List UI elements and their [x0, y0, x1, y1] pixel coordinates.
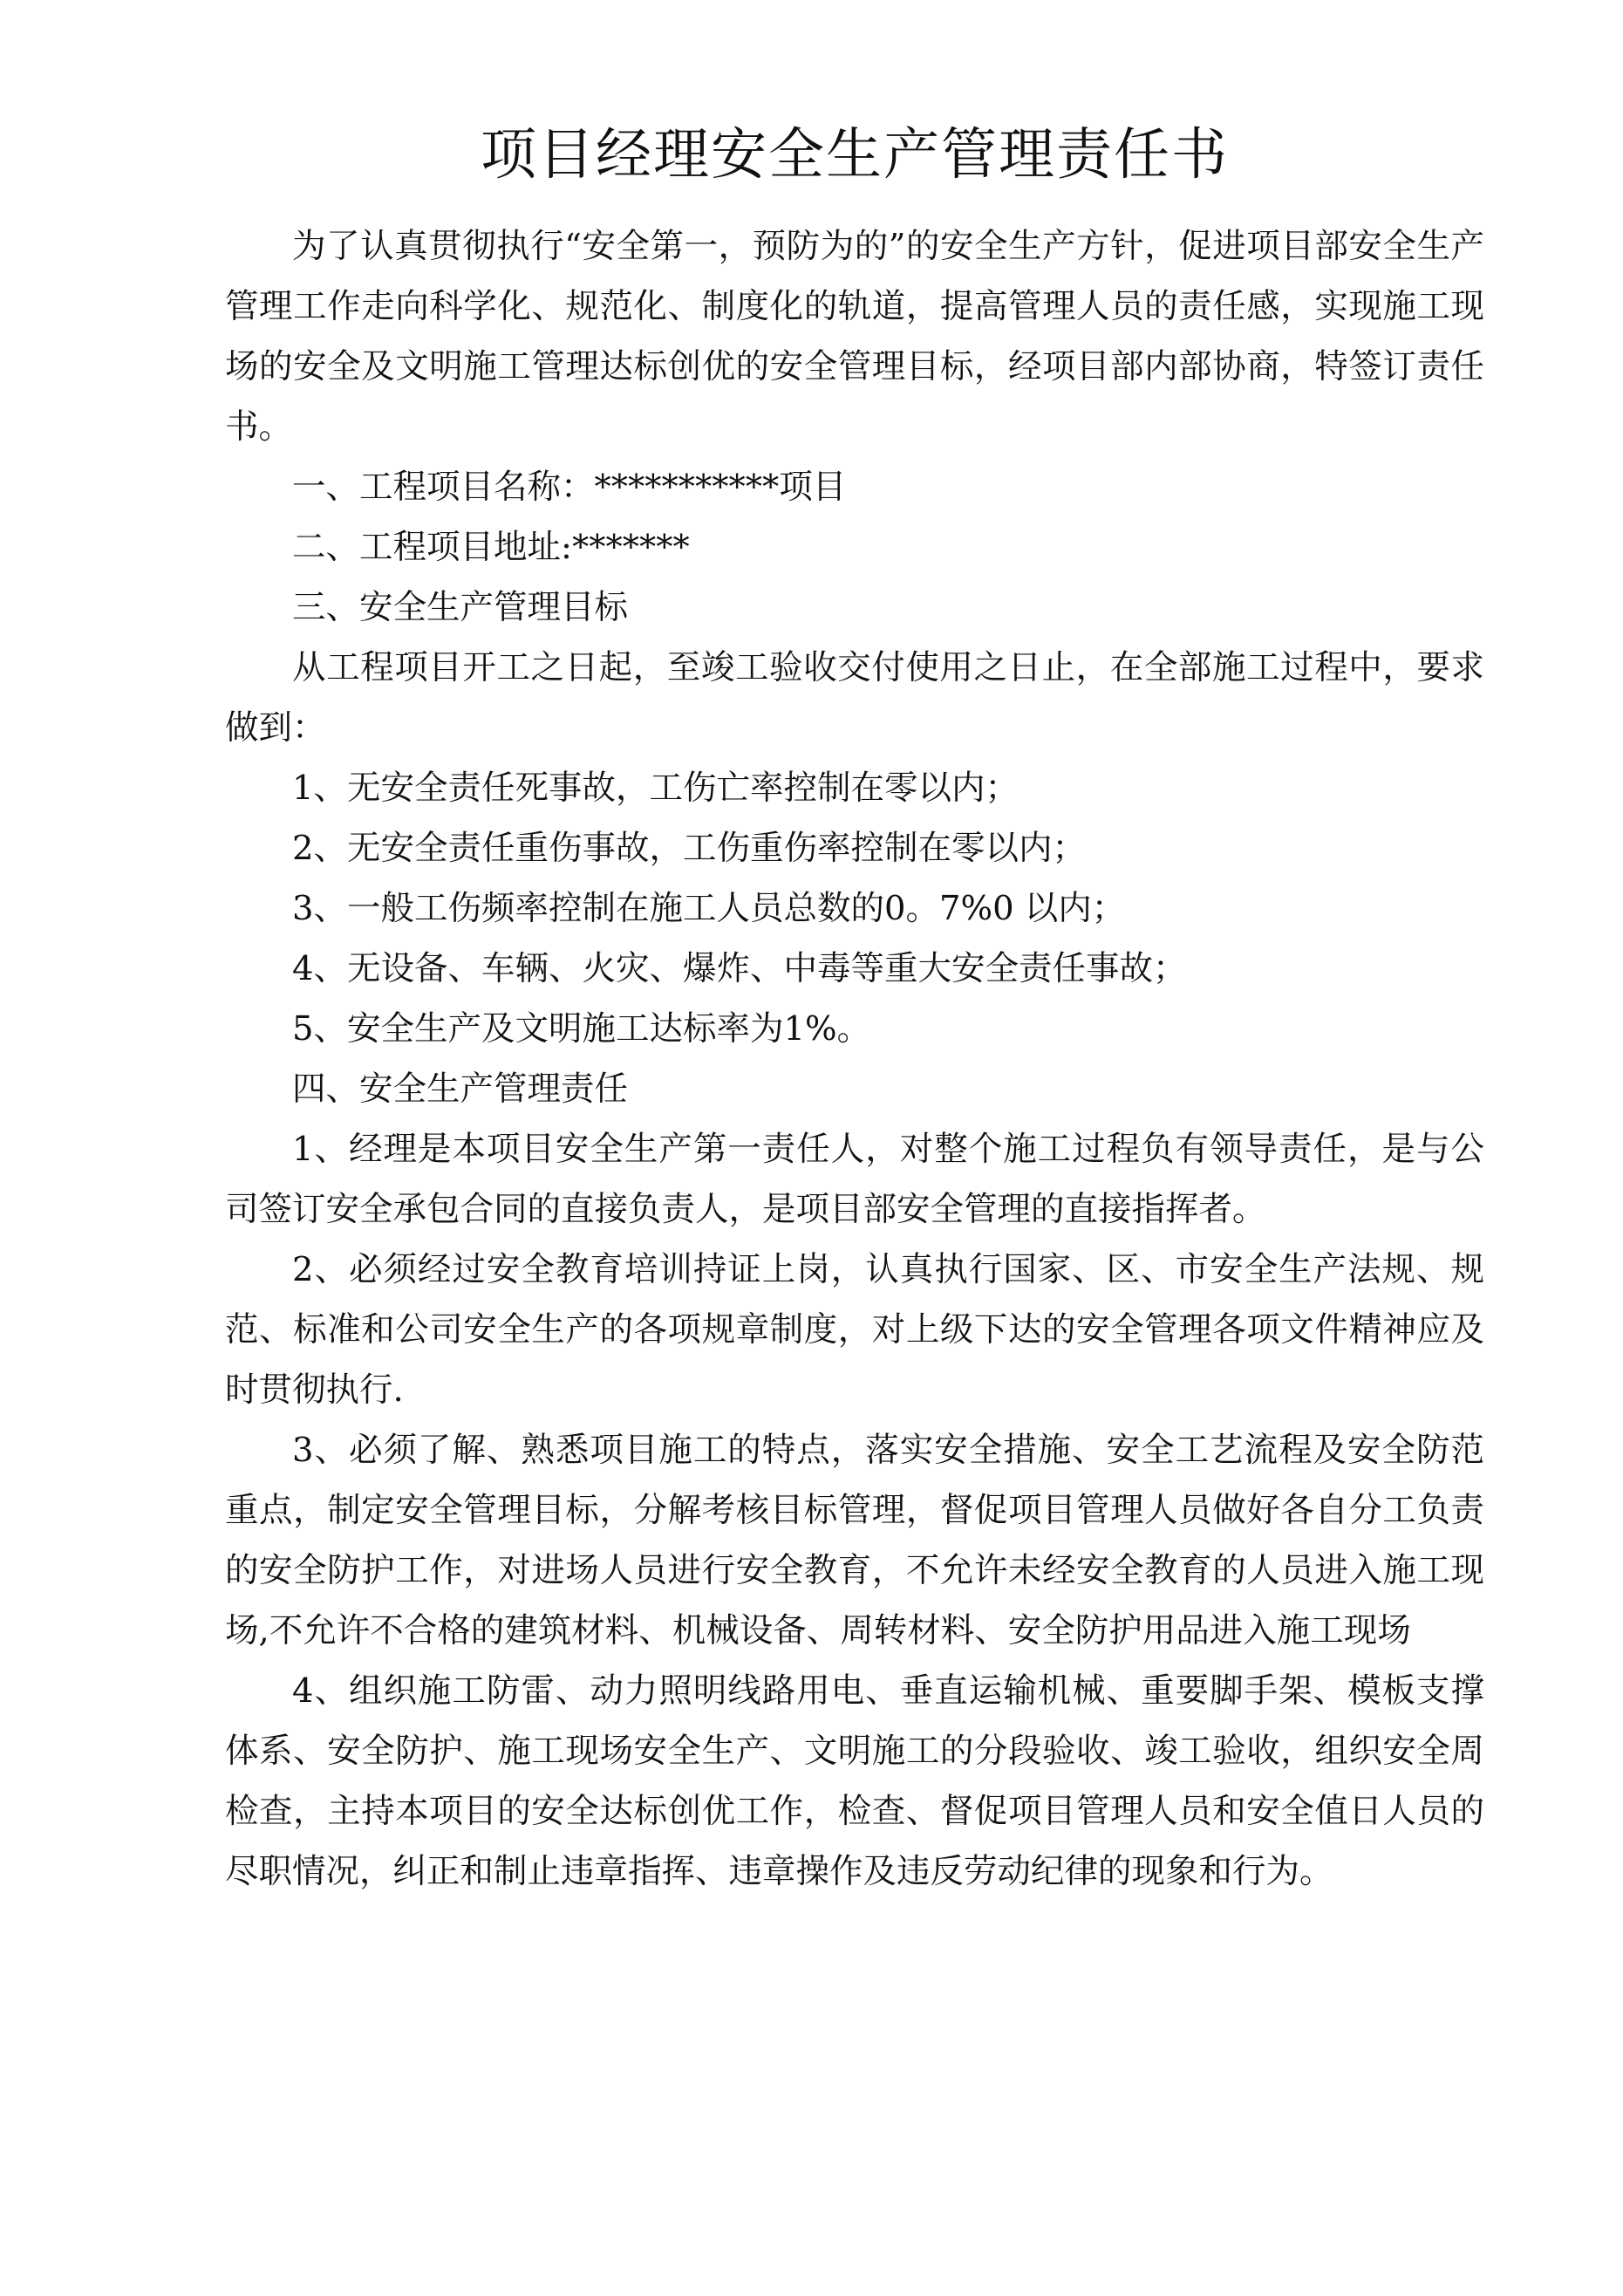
project-name-line: 一、工程项目名称：***********项目 — [292, 468, 847, 507]
project-address-line: 二、工程项目地址:******* — [292, 528, 690, 567]
responsibility-item-3: 3、必须了解、熟悉项目施工的特点，落实安全措施、安全工艺流程及安全防范重点，制定安全管理目标，分解考核目标管理，督促项目管理人员做好各自分工负责的安全防护工作，对进场人员进行安全教育，不允许未经安全教育的人员进入施工现场,不允许不合格的建筑材料、机械设备、周转材料、安全防护用品进入施工现场 — [225, 1431, 1484, 1650]
responsibility-item-2: 2、必须经过安全教育培训持证上岗，认真执行国家、区、市安全生产法规、规范、标准和公司安全生产的各项规章制度，对上级下达的安全管理各项文件精神应及时贯彻执行. — [225, 1250, 1484, 1410]
intro-paragraph: 为了认真贯彻执行“安全第一，预防为的”的安全生产方针，促进项目部安全生产管理工作走向科学化、规范化、制度化的轨道，提高管理人员的责任感，实现施工现场的安全及文明施工管理达标创优的安全管理目标，经项目部内部协商，特签订责任书。 — [225, 227, 1484, 447]
goal-item-5: 5、安全生产及文明施工达标率为1%。 — [292, 1009, 871, 1049]
goal-item-2: 2、无安全责任重伤事故，工伤重伤率控制在零以内； — [292, 829, 1086, 868]
document-title: 项目经理安全生产管理责任书 — [481, 123, 1229, 188]
section-heading-goals: 三、安全生产管理目标 — [292, 588, 629, 627]
goal-item-3: 3、一般工伤频率控制在施工人员总数的0。7%0 以内； — [292, 889, 1126, 928]
document-body — [225, 113, 1484, 1902]
responsibility-item-4: 4、组织施工防雷、动力照明线路用电、垂直运输机械、重要脚手架、模板支撑体系、安全防护、施工现场安全生产、文明施工的分段验收、竣工验收，组织安全周检查，主持本项目的安全达标创优工作，检查、督促项目管理人员和安全值日人员的尽职情况，纠正和制止违章指挥、违章操作及违反劳动纪律的现象和行为。 — [225, 1671, 1484, 1891]
goal-item-1: 1、无安全责任死事故，工伤亡率控制在零以内； — [292, 769, 1019, 808]
goal-item-4: 4、无设备、车辆、火灾、爆炸、中毒等重大安全责任事故； — [292, 949, 1187, 988]
section-heading-responsibilities: 四、安全生产管理责任 — [292, 1069, 629, 1109]
goals-intro-paragraph: 从工程项目开工之日起，至竣工验收交付使用之日止，在全部施工过程中，要求做到： — [225, 648, 1484, 748]
responsibility-item-1: 1、经理是本项目安全生产第一责任人，对整个施工过程负有领导责任，是与公司签订安全承包合同的直接负责人，是项目部安全管理的直接指挥者。 — [225, 1130, 1484, 1229]
